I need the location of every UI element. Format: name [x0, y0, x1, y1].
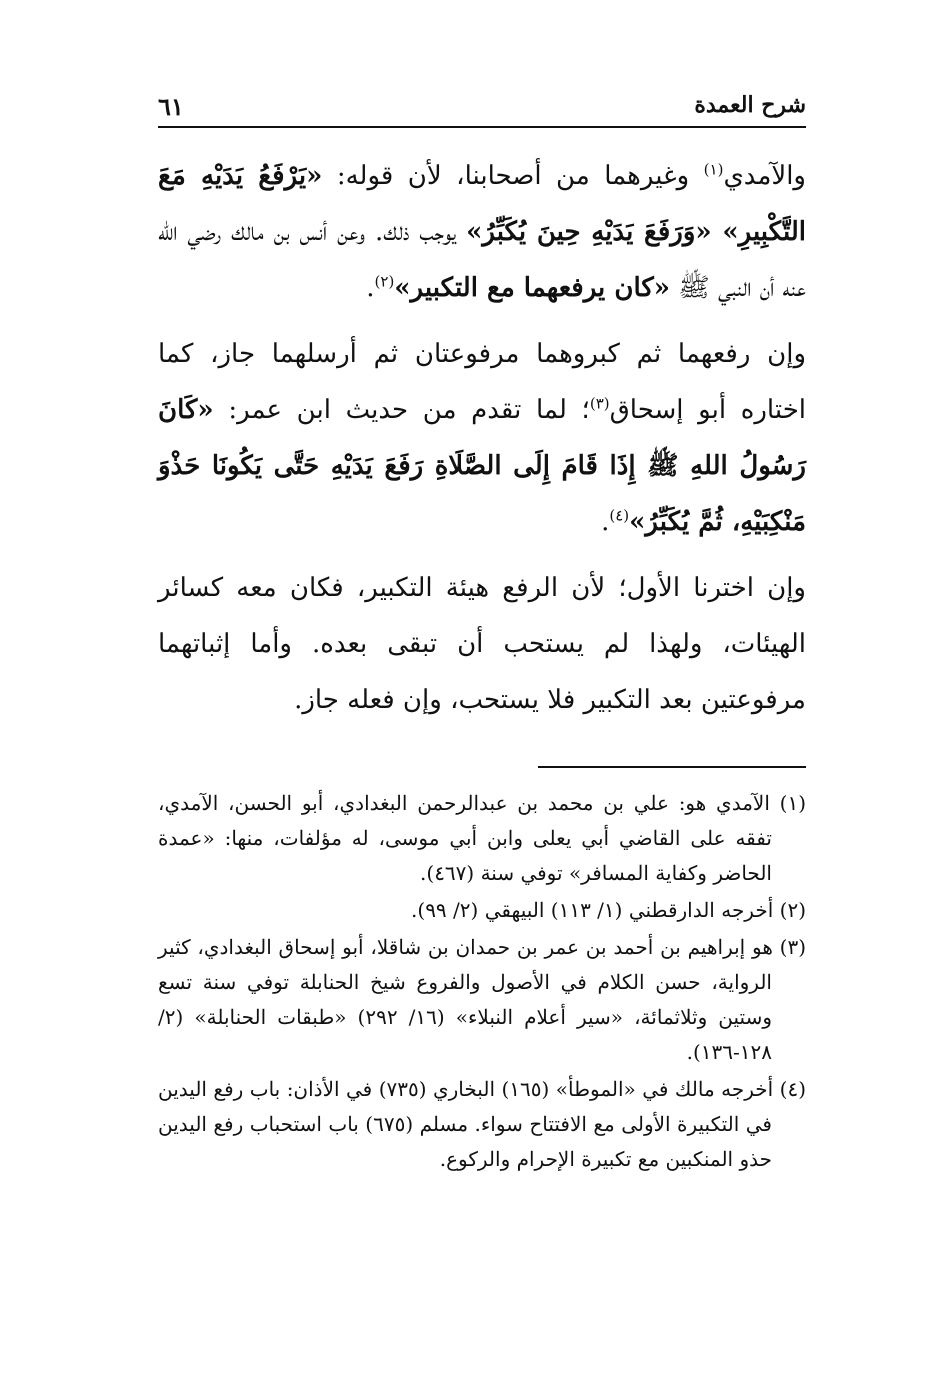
- text-segment: .: [601, 507, 610, 537]
- footnote-ref-2: (٢): [374, 272, 395, 291]
- page-header: [158, 92, 806, 130]
- text-segment: وغيرهما من أصحابنا، لأن قوله:: [322, 161, 704, 191]
- page-number: ٦١: [158, 92, 184, 121]
- text-segment: يوجب ذلك. وعن أنس بن مالك رضي الله عنه أن النبي ﷺ: [158, 217, 806, 303]
- footnote-4: (٤) أخرجه مالك في «الموطأ» (١٦٥) البخاري (٧٣٥) في الأذان: باب رفع اليدين في التكبيرة الأولى مع الافتتاح سواء. مسلم (٦٧٥) باب استحباب رفع اليدين حذو المنكبين مع تكبيرة الإحرام والركوع.: [158, 1077, 807, 1171]
- footnote-ref-4: (٤): [609, 506, 630, 525]
- footnote-2: (٢) أخرجه الدارقطني (١/ ١١٣) البيهقي (٢/ ٩٩).: [411, 898, 806, 922]
- text-segment: .: [366, 273, 375, 303]
- header-rule: [158, 126, 806, 128]
- paragraph-1: [158, 148, 806, 316]
- main-text: [158, 148, 806, 738]
- footnote-divider: [538, 766, 806, 768]
- footnote-3: (٣) هو إبراهيم بن أحمد بن عمر بن حمدان بن شاقلا، أبو إسحاق البغدادي، كثير الرواية، حسن الكلام في الأصول والفروع شيخ الحنابلة توفي سنة تسع وستين وثلاثمائة، «سير أعلام النبلاء» (١٦/ ٢٩٢) «طبقات الحنابلة» (٢/ ١٢٨-١٣٦).: [158, 935, 806, 1064]
- footnote-1: (١) الآمدي هو: علي بن محمد بن عبدالرحمن البغدادي، أبو الحسن، الآمدي، تفقه على القاضي أبي يعلى وابن أبي موسى، له مؤلفات، منها: «عمدة الحاضر وكفاية المسافر» توفي سنة (٤٦٧).: [158, 791, 806, 885]
- footnote-ref-1: (١): [703, 160, 724, 179]
- hadith-quote: «كان يرفعهما مع التكبير»: [394, 273, 670, 303]
- text-segment: والآمدي: [723, 161, 806, 191]
- paragraph-2: [158, 326, 806, 550]
- hadith-quote: «يَرْفَعُ يَدَيْهِ مَعَ التَّكْبِيرِ» «وَرَفَعَ يَدَيْهِ حِينَ يُكَبِّرُ»: [158, 161, 807, 247]
- footnote-ref-3: (٣): [589, 394, 610, 413]
- hadith-quote: «كَانَ رَسُولُ اللهِ ﷺ إِذَا قَامَ إِلَى الصَّلَاةِ رَفَعَ يَدَيْهِ حَتَّى يَكُونَا حَذْوَ مَنْكِبَيْهِ، ثُمَّ يُكَبِّرُ»: [158, 395, 806, 537]
- paragraph-3: وإن اخترنا الأول؛ لأن الرفع هيئة التكبير، فكان معه كسائر الهيئات، ولهذا لم يستحب أن تبقى بعده. وأما إثباتهما مرفوعتين بعد التكبير فلا يستحب، وإن فعله جاز.: [158, 573, 806, 715]
- text-segment: ؛ لما تقدم من حديث ابن عمر:: [213, 395, 590, 425]
- running-title: شرح العمدة: [694, 92, 806, 118]
- text-segment: وإن رفعهما ثم كبروهما مرفوعتان ثم أرسلهما جاز، كما اختاره أبو إسحاق: [158, 339, 806, 425]
- footnotes: [158, 786, 806, 1179]
